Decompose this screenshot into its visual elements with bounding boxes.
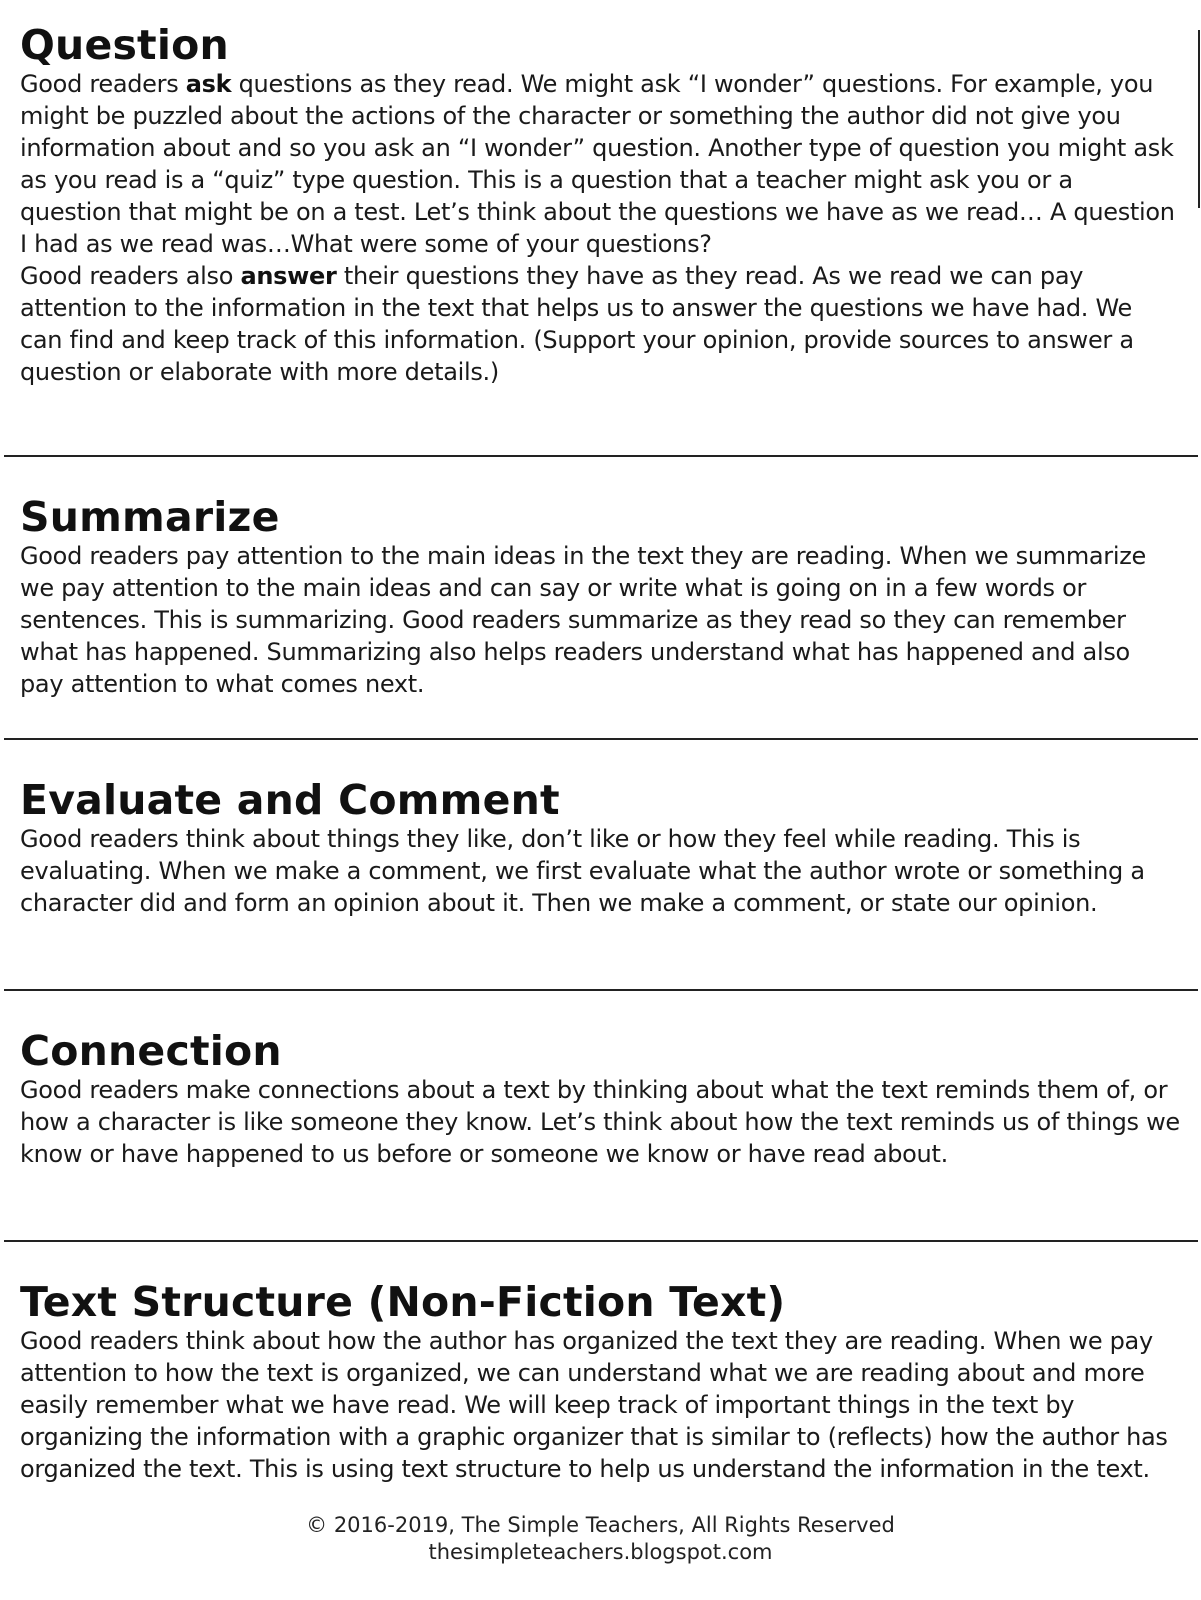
text-run: questions as they read. We might ask “I wonder” questions. For example, you might be puzzled about the actions of the character or something the author did not give you information about and so you ask an “I wonder” question. Another type of question you might ask as you read is a “quiz” type question. This is a question that a teacher might ask you or a question that might be on a test. Let’s think about the questions we have as we read… A question I had as we read was…What were some of your questions?: [20, 70, 1175, 258]
page-edge-line: [1198, 30, 1200, 208]
website-url: thesimpleteachers.blogspot.com: [428, 1540, 773, 1564]
text-run: Good readers: [20, 70, 186, 98]
section-body-connection: Good readers make connections about a text by thinking about what the text reminds them of, or how a character is like someone they know. Let’s think about how the text reminds us of things we know or have happened to us before or someone we know or have read about.: [20, 1076, 1180, 1168]
section-title-summarize: Summarize: [20, 493, 280, 541]
section-body-summarize: Good readers pay attention to the main ideas in the text they are reading. When we summarize we pay attention to the main ideas and can say or write what is going on in a few words or sentences. This is summarizing. Good readers summarize as they read so they can remember what has happened. Summarizing also helps readers understand what has happened and also pay attention to what comes next.: [20, 542, 1147, 698]
section-divider: [4, 738, 1198, 740]
footer: [0, 1512, 1201, 1566]
paragraph-answer: [20, 260, 1180, 388]
section-connection: [20, 1028, 1180, 1170]
section-body-question: [20, 68, 1180, 388]
copyright-notice: © 2016-2019, The Simple Teachers, All Rights Reserved: [306, 1513, 895, 1537]
section-divider: [4, 455, 1198, 457]
keyword-answer: answer: [240, 262, 337, 290]
text-run: their questions they have as they read. As we read we can pay attention to the information in the text that helps us to answer the questions we have had. We can find and keep track of this information. (Support your opinion, provide sources to answer a question or elaborate with more details.): [20, 262, 1134, 386]
section-question: [20, 22, 1180, 388]
section-title-connection: Connection: [20, 1027, 282, 1075]
section-body-evaluate: Good readers think about things they like, don’t like or how they feel while reading. This is evaluating. When we make a comment, we first evaluate what the author wrote or something a character did and form an opinion about it. Then we make a comment, or state our opinion.: [20, 825, 1145, 917]
paragraph-ask: [20, 68, 1180, 260]
section-divider: [4, 989, 1198, 991]
section-title-evaluate: Evaluate and Comment: [20, 776, 560, 824]
section-summarize: [20, 494, 1180, 700]
text-run: Good readers also: [20, 262, 241, 290]
keyword-ask: ask: [185, 70, 232, 98]
section-evaluate: [20, 777, 1180, 919]
section-divider: [4, 1240, 1198, 1242]
section-body-text-structure: Good readers think about how the author has organized the text they are reading. When we pay attention to how the text is organized, we can understand what we are reading about and more easily remember what we have read. We will keep track of important things in the text by organizing the information with a graphic organizer that is similar to (reflects) how the author has organized the text. This is using text structure to help us understand the information in the text.: [20, 1327, 1168, 1483]
section-text-structure: [20, 1279, 1180, 1485]
section-title-question: Question: [20, 21, 229, 69]
section-title-text-structure: Text Structure (Non-Fiction Text): [20, 1278, 786, 1326]
